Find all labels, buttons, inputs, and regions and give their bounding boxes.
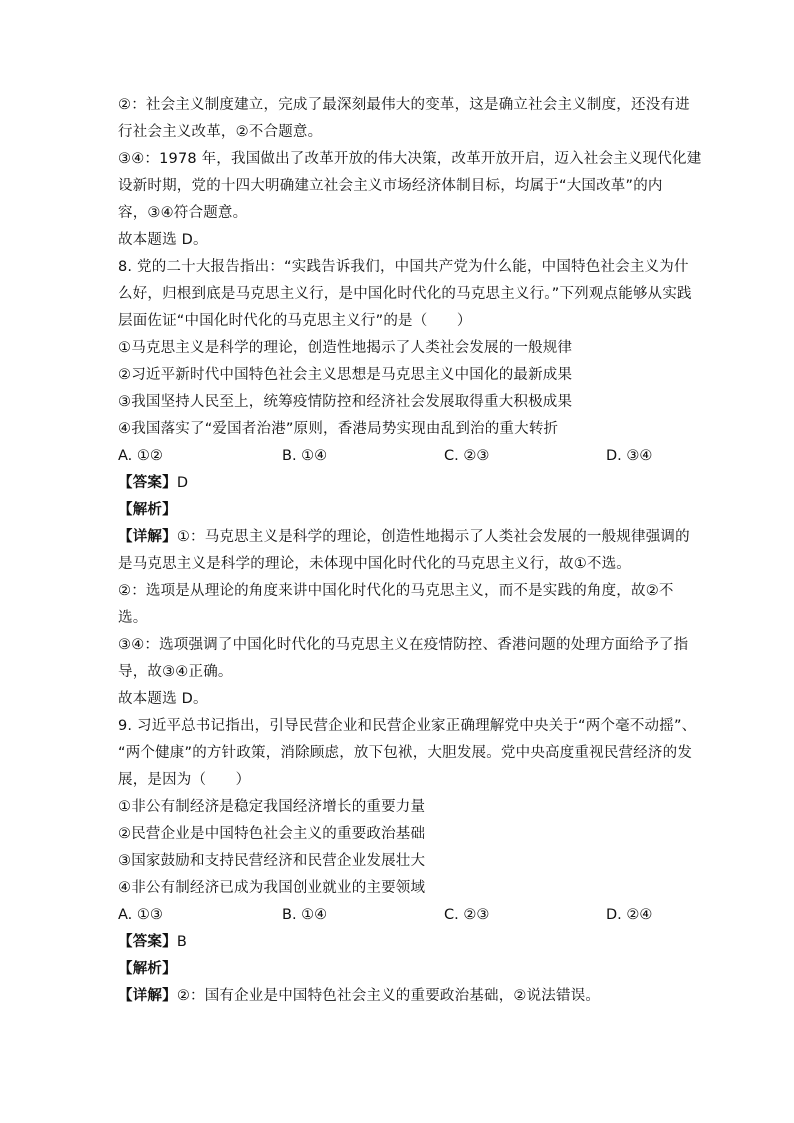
option-a: A. ①③ xyxy=(118,907,163,923)
question-9-statement: ③国家鼓励和支持民营经济和民营企业发展壮大 xyxy=(118,853,426,869)
question-8-stem: 8. 党的二十大报告指出：“实践告诉我们，中国共产党为什么能，中国特色社会主义为什 xyxy=(118,259,689,275)
question-8-detail: ③④：选项强调了中国化时代化的马克思主义在疫情防控、香港问题的处理方面给予了指 xyxy=(118,637,689,653)
question-8-detail: 故本题选 D。 xyxy=(118,691,208,707)
question-8-detail: 导，故③④正确。 xyxy=(118,664,233,680)
text-line: 容，③④符合题意。 xyxy=(118,205,248,221)
question-8-statement: ④我国落实了“爱国者治港”原则，香港局势实现由乱到治的重大转折 xyxy=(118,421,559,437)
detail-text: ①：马克思主义是科学的理论，创造性地揭示了人类社会发展的一般规律强调的 xyxy=(176,529,690,545)
answer-value: D xyxy=(176,475,189,491)
detail-tag: 【详解】 xyxy=(118,529,177,545)
question-8-detail: ②：选项是从理论的角度来讲中国化时代化的马克思主义，而不是实践的角度，故②不 xyxy=(118,583,674,599)
question-9-answer xyxy=(118,933,187,951)
question-8-statement: ②习近平新时代中国特色社会主义思想是马克思主义中国化的最新成果 xyxy=(118,367,573,383)
question-8-stem: 么好，归根到底是马克思主义行，是中国化时代化的马克思主义行。”下列观点能够从实践 xyxy=(118,286,692,302)
question-8-stem: 层面佐证“中国化时代化的马克思主义行”的是（ ） xyxy=(118,313,472,329)
question-8-detail xyxy=(118,528,690,546)
option-c: C. ②③ xyxy=(444,907,490,923)
answer-tag: 【答案】 xyxy=(118,934,177,950)
question-8-statement: ③我国坚持人民至上，统筹疫情防控和经济社会发展取得重大积极成果 xyxy=(118,394,573,410)
question-9-stem: 9. 习近平总书记指出，引导民营企业和民营企业家正确理解党中央关于“两个毫不动摇”、 xyxy=(118,718,697,734)
question-8-analysis-tag: 【解析】 xyxy=(118,502,177,518)
question-8-detail: 选。 xyxy=(118,610,148,626)
option-d: D. ②④ xyxy=(606,907,653,923)
answer-tag: 【答案】 xyxy=(118,475,177,491)
question-9-options xyxy=(118,906,678,924)
question-8-options xyxy=(118,447,678,465)
question-9-statement: ①非公有制经济是稳定我国经济增长的重要力量 xyxy=(118,799,426,815)
detail-text: ②：国有企业是中国特色社会主义的重要政治基础，②说法错误。 xyxy=(176,988,601,1004)
question-9-stem: 展，是因为（ ） xyxy=(118,772,251,788)
option-c: C. ②③ xyxy=(444,448,490,464)
question-8-statement: ①马克思主义是科学的理论，创造性地揭示了人类社会发展的一般规律 xyxy=(118,340,573,356)
option-b: B. ①④ xyxy=(282,907,328,923)
option-b: B. ①④ xyxy=(282,448,328,464)
question-8-detail: 是马克思主义是科学的理论，未体现中国化时代化的马克思主义行，故①不选。 xyxy=(118,556,631,572)
text-line: 故本题选 D。 xyxy=(118,232,208,248)
question-9-detail xyxy=(118,987,600,1005)
text-line: ③④：1978 年，我国做出了改革开放的伟大决策，改革开放开启，迈入社会主义现代化建 xyxy=(118,151,702,167)
question-9-statement: ②民营企业是中国特色社会主义的重要政治基础 xyxy=(118,826,426,842)
question-9-statement: ④非公有制经济已成为我国创业就业的主要领域 xyxy=(118,880,426,896)
question-9-stem: “两个健康”的方针政策，消除顾虑，放下包袱，大胆发展。党中央高度重视民营经济的发 xyxy=(118,745,693,761)
option-d: D. ③④ xyxy=(606,448,653,464)
text-line: 行社会主义改革，②不合题意。 xyxy=(118,124,323,140)
detail-tag: 【详解】 xyxy=(118,988,177,1004)
question-9-analysis-tag: 【解析】 xyxy=(118,961,177,977)
text-line: ②：社会主义制度建立，完成了最深刻最伟大的变革，这是确立社会主义制度，还没有进 xyxy=(118,97,690,113)
text-line: 设新时期，党的十四大明确建立社会主义市场经济体制目标，均属于“大国改革”的内 xyxy=(118,178,663,194)
option-a: A. ①② xyxy=(118,448,163,464)
question-8-answer xyxy=(118,474,188,492)
answer-value: B xyxy=(176,934,187,950)
